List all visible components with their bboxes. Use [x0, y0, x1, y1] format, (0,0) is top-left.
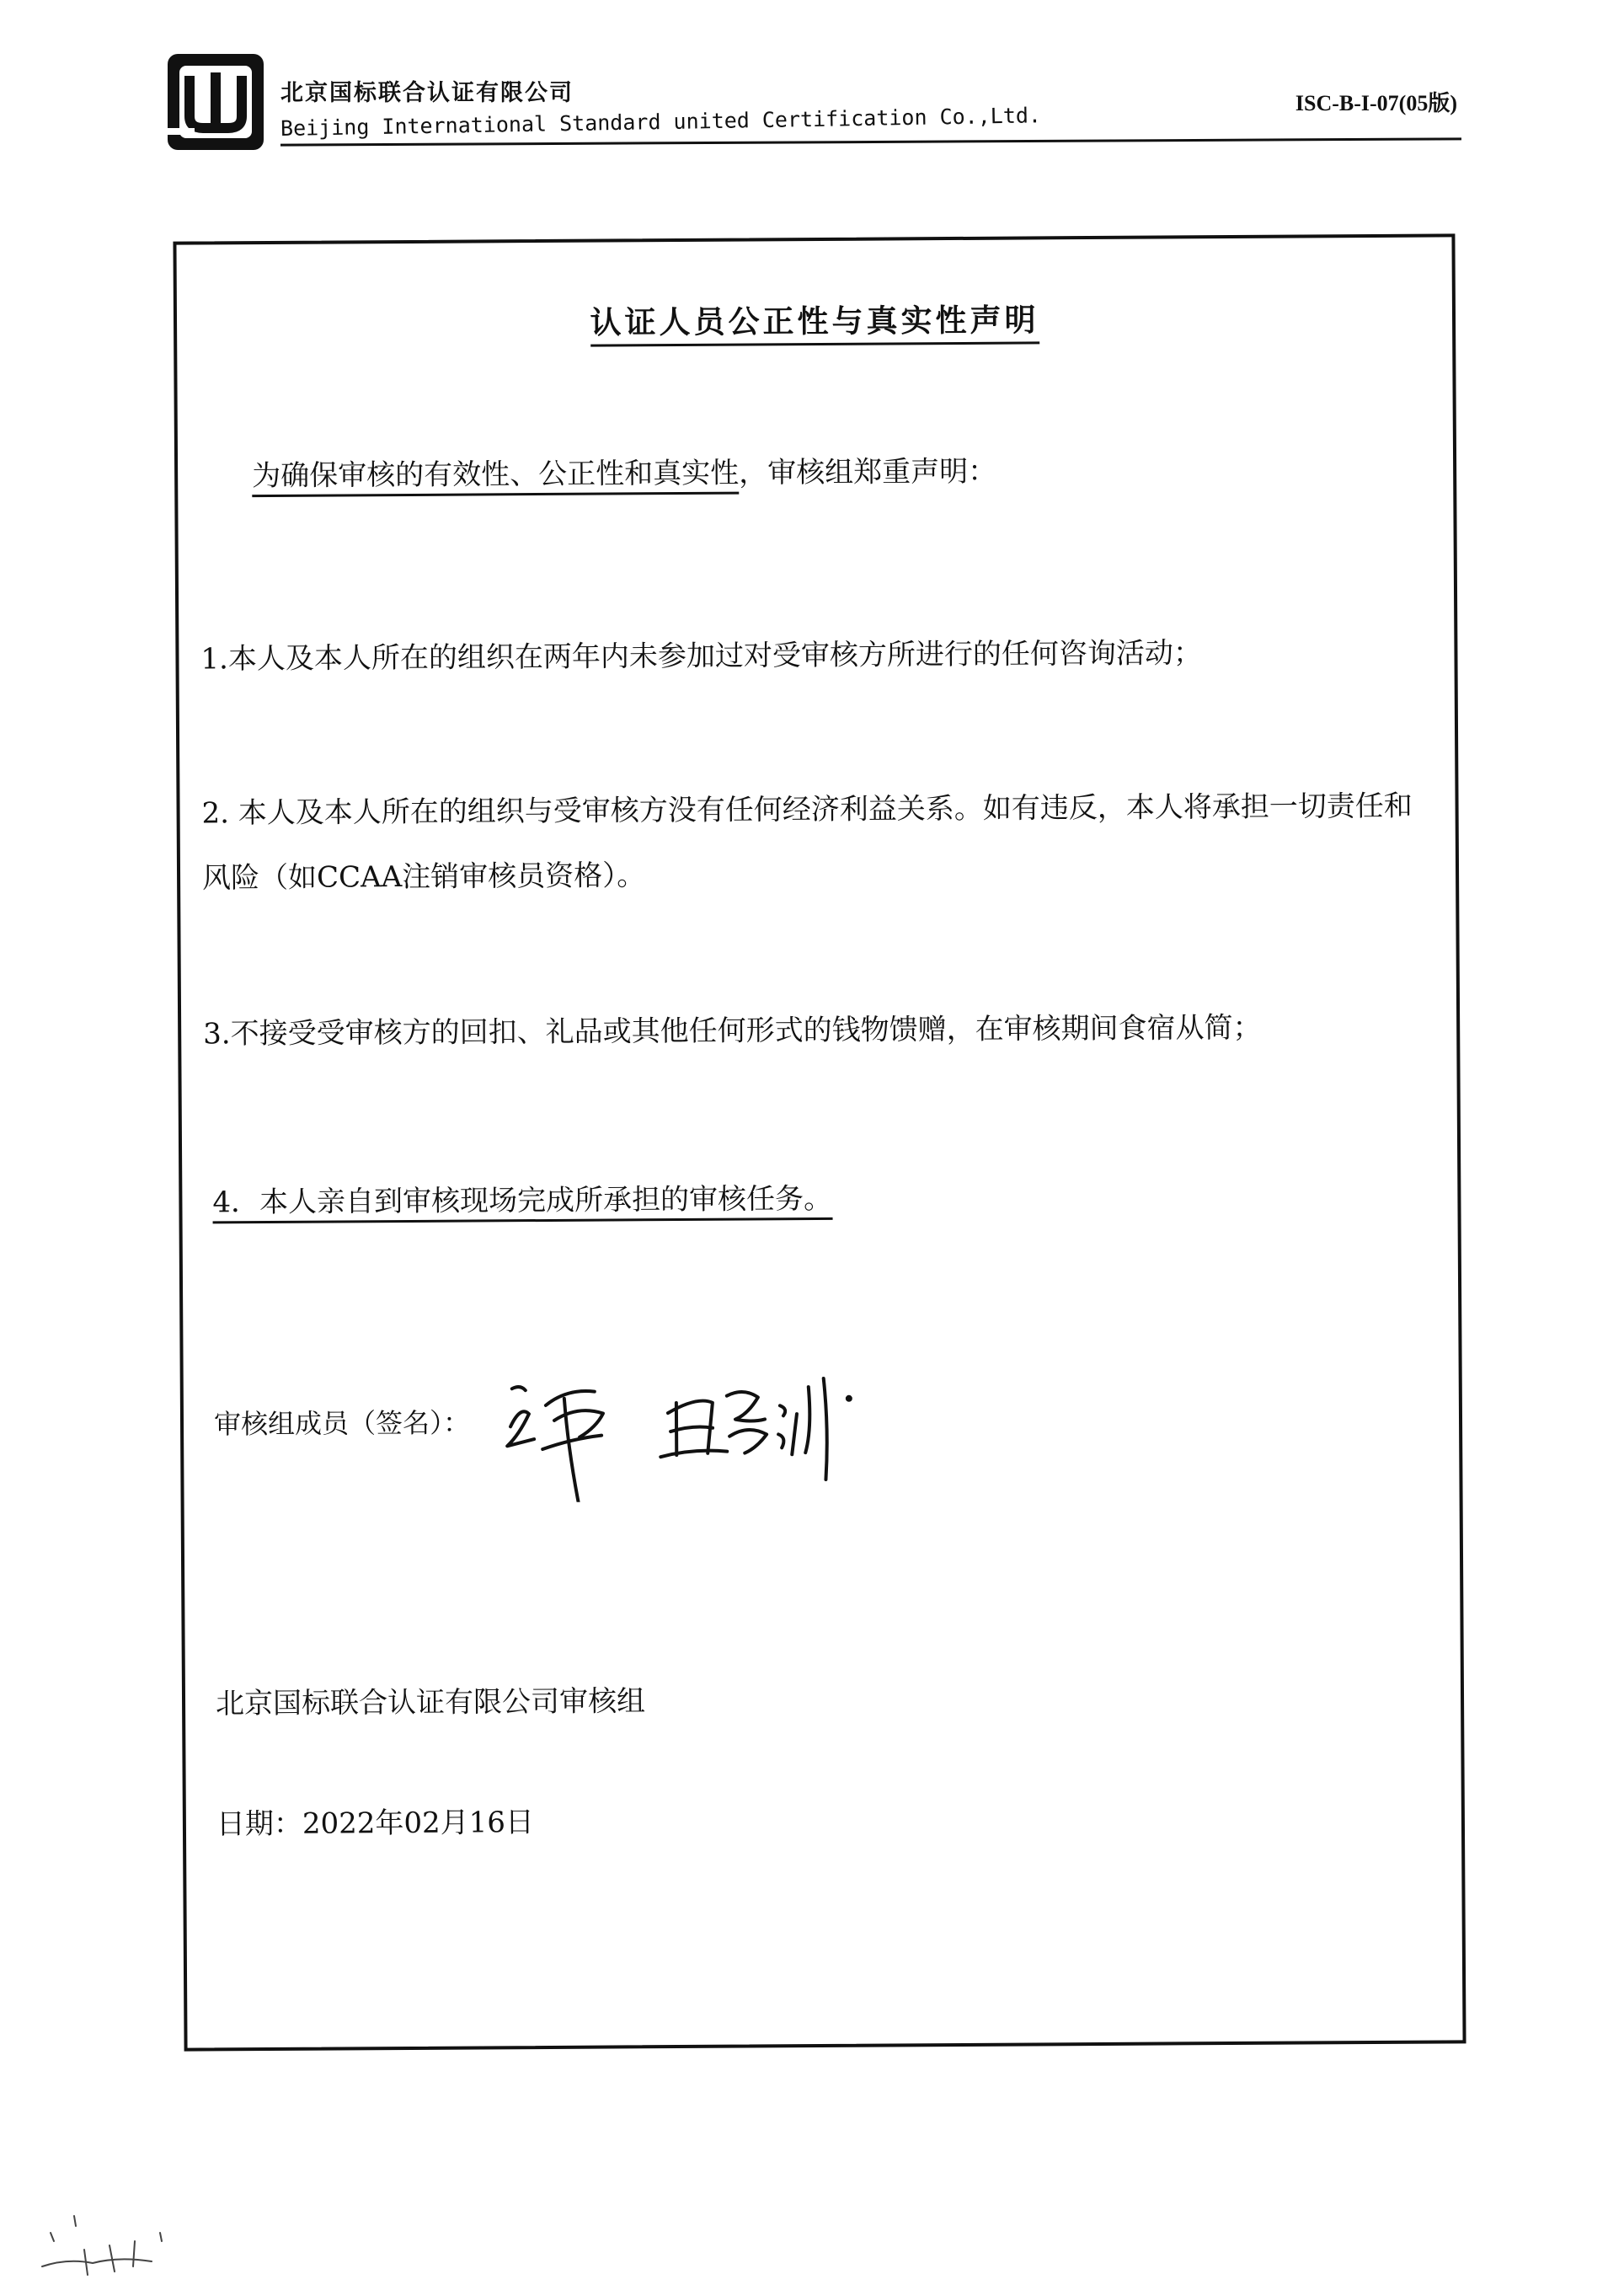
declaration-frame: [173, 233, 1466, 2051]
intro-underlined: 为确保审核的有效性、公正性和真实性: [252, 457, 739, 498]
declaration-item-2: 2. 本人及本人所在的组织与受审核方没有任何经济利益关系。如有违反，本人将承担一切责任和: [201, 789, 1413, 831]
declaration-item-1: 1.本人及本人所在的组织在两年内未参加过对受审核方所进行的任何咨询活动；: [200, 636, 1203, 677]
scan-artifact-marks: [34, 2207, 177, 2283]
company-name-cn: 北京国标联合认证有限公司: [280, 80, 574, 106]
header-divider: [280, 137, 1461, 146]
auditing-organization: 北京国标联合认证有限公司审核组: [215, 1684, 646, 1721]
document-title: 认证人员公正性与真实性声明: [177, 292, 1452, 345]
declaration-item-4: 4．本人亲自到审核现场完成所承担的审核任务。: [212, 1176, 832, 1226]
document-code: ISC-B-I-07(05版): [1295, 91, 1457, 115]
company-name-en: Beijing International Standard united Certification Co.,Ltd.: [280, 103, 1042, 141]
intro-statement: [252, 449, 996, 500]
page-header: [164, 51, 1457, 156]
signature-label: 审核组成员（签名）：: [213, 1406, 471, 1441]
declaration-item-3: 3.不接受受审核方的回扣、礼品或其他任何形式的钱物馈赠，在审核期间食宿从简；: [203, 1010, 1262, 1052]
company-logo-icon: [164, 51, 267, 153]
declaration-date: 日期：2022年02月16日: [216, 1806, 535, 1842]
handwritten-signature: [495, 1353, 867, 1503]
intro-rest: ，审核组郑重声明：: [739, 454, 997, 490]
declaration-item-2-continued: 风险（如CCAA注销审核员资格）。: [201, 859, 646, 896]
